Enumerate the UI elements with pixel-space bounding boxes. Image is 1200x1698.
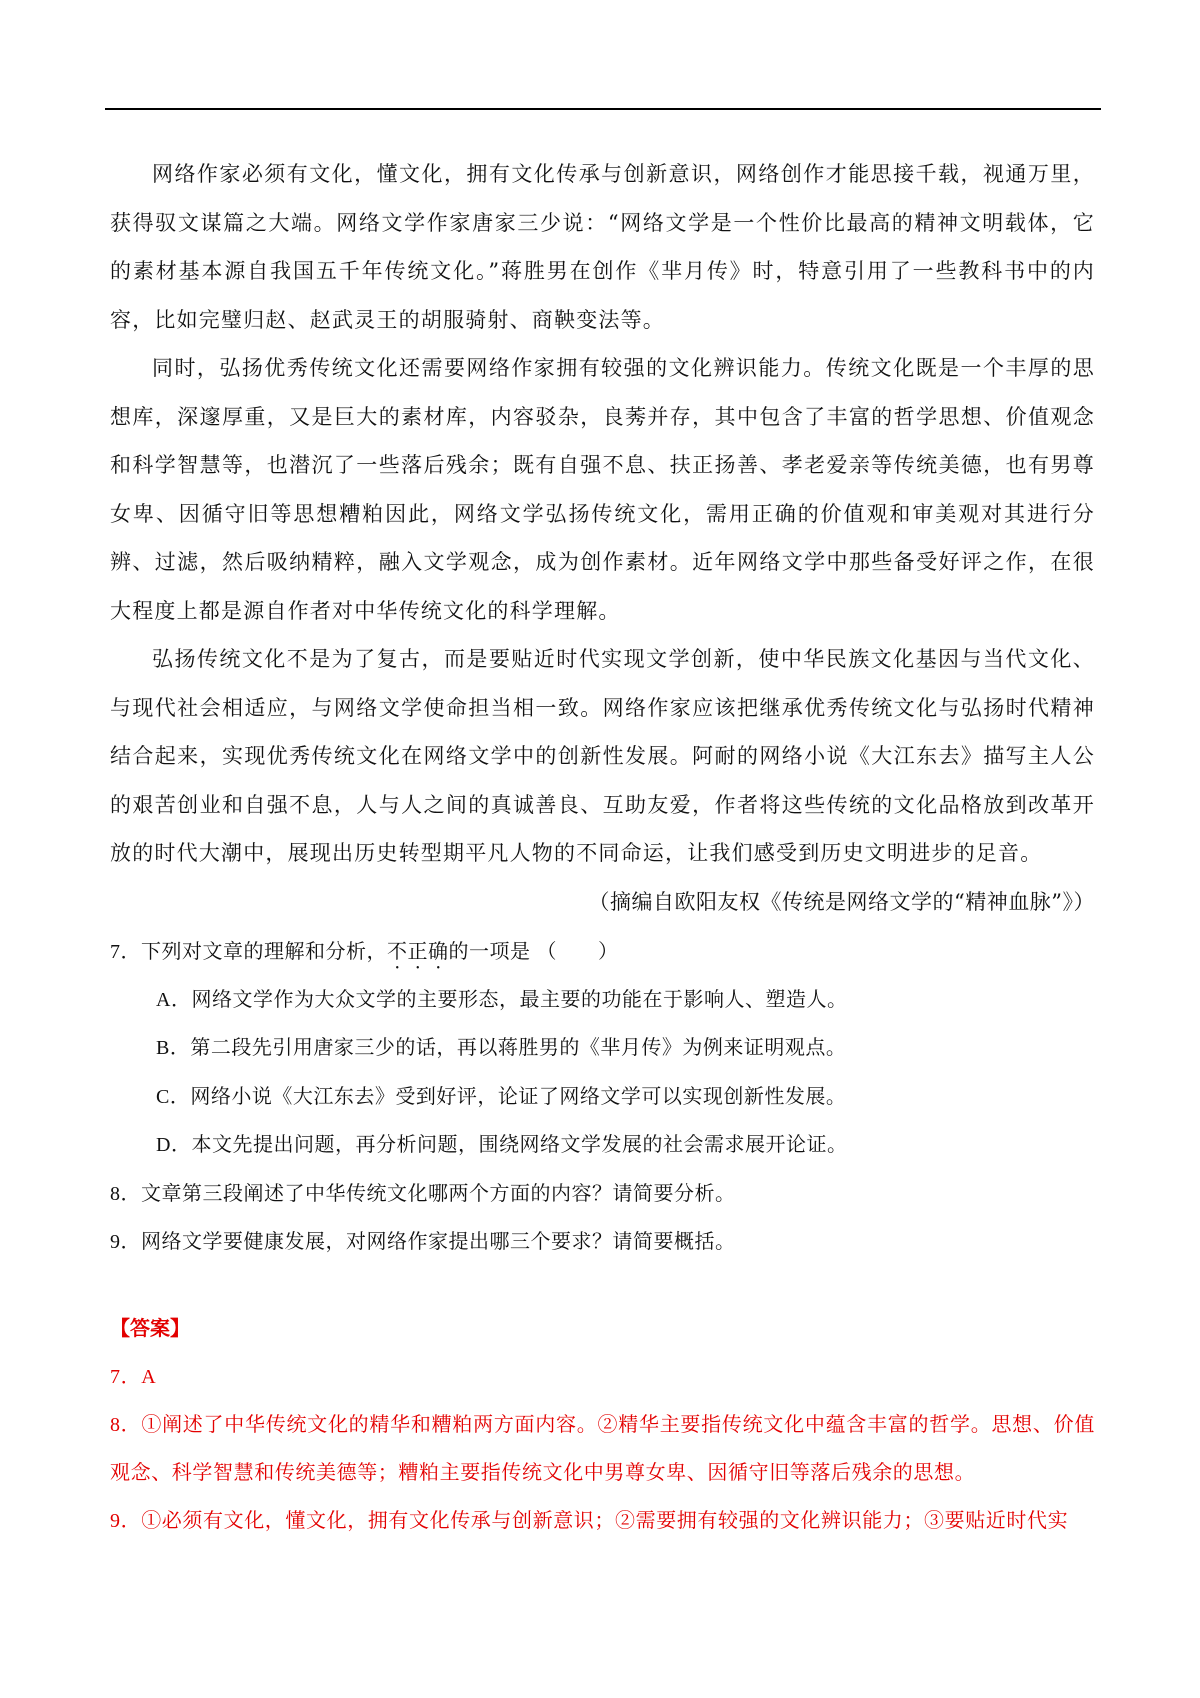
question-9-number: 9． bbox=[110, 1230, 141, 1253]
option-letter: D． bbox=[156, 1134, 192, 1156]
question-7-emphasis: 不正确 bbox=[387, 940, 449, 963]
answer-8-text: ①阐述了中华传统文化的精华和糟粕两方面内容。②精华主要指传统文化中蕴含丰富的哲学。思想、价值观念、科学智慧和传统美德等；糟粕主要指传统文化中男尊女卑、因循守旧等落后残余的思想。 bbox=[110, 1414, 1095, 1484]
passage-paragraph-3: 弘扬传统文化不是为了复古，而是要贴近时代实现文学创新，使中华民族文化基因与当代文化、与现代社会相适应，与网络文学使命担当相一致。网络作家应该把继承优秀传统文化与弘扬时代精神结合起来，实现优秀传统文化在网络文学中的创新性发展。阿耐的网络小说《大江东去》描写主人公的艰苦创业和自强不息，人与人之间的真诚善良、互助友爱，作者将这些传统的文化品格放到改革开放的时代大潮中，展现出历史转型期平凡人物的不同命运，让我们感受到历史文明进步的足音。 bbox=[110, 647, 1095, 865]
answer-9 bbox=[110, 1497, 1095, 1545]
question-7-option-a bbox=[110, 976, 1095, 1025]
question-8-text: 文章第三段阐述了中华传统文化哪两个方面的内容？请简要分析。 bbox=[141, 1182, 736, 1205]
question-8 bbox=[110, 1170, 1095, 1218]
answer-8 bbox=[110, 1401, 1095, 1497]
answer-7-text: A bbox=[141, 1366, 157, 1388]
answer-8-number: 8． bbox=[110, 1414, 142, 1436]
question-7-number: 7． bbox=[110, 940, 141, 963]
main-content bbox=[110, 150, 1095, 1266]
question-7-text-before: 下列对文章的理解和分析， bbox=[141, 940, 387, 963]
header-rule bbox=[105, 108, 1101, 110]
question-9 bbox=[110, 1218, 1095, 1266]
answer-heading: 【答案】 bbox=[110, 1318, 190, 1340]
option-text: 本文先提出问题，再分析问题，围绕网络文学发展的社会需求展开论证。 bbox=[191, 1134, 848, 1156]
question-7-answer-blank: （ ） bbox=[536, 940, 619, 963]
answer-7-number: 7． bbox=[110, 1366, 142, 1388]
question-8-number: 8． bbox=[110, 1182, 141, 1205]
passage-paragraph-2: 同时，弘扬优秀传统文化还需要网络作家拥有较强的文化辨识能力。传统文化既是一个丰厚的思想库，深邃厚重，又是巨大的素材库，内容驳杂，良莠并存，其中包含了丰富的哲学思想、价值观念和科学智慧等，也潜沉了一些落后残余；既有自强不息、扶正扬善、孝老爱亲等传统美德，也有男尊女卑、因循守旧等思想糟粕因此，网络文学弘扬传统文化，需用正确的价值观和审美观对其进行分辨、过滤，然后吸纳精粹，融入文学观念，成为创作素材。近年网络文学中那些备受好评之作，在很大程度上都是源自作者对中华传统文化的科学理解。 bbox=[110, 356, 1095, 623]
answer-9-text: ①必须有文化，懂文化，拥有文化传承与创新意识；②需要拥有较强的文化辨识能力；③要贴近时代实 bbox=[141, 1510, 1069, 1532]
answer-7 bbox=[110, 1353, 1095, 1401]
option-text: 网络小说《大江东去》受到好评，论证了网络文学可以实现创新性发展。 bbox=[190, 1085, 847, 1108]
option-letter: B． bbox=[156, 1037, 191, 1059]
option-letter: C． bbox=[156, 1085, 191, 1108]
passage bbox=[110, 150, 1095, 926]
question-7 bbox=[110, 928, 1095, 976]
question-7-text-after: 的一项是 bbox=[448, 940, 531, 963]
option-text: 网络文学作为大众文学的主要形态，最主要的功能在于影响人、塑造人。 bbox=[191, 988, 848, 1011]
question-7-option-b bbox=[110, 1024, 1095, 1073]
question-7-option-c bbox=[110, 1073, 1095, 1122]
answer-section bbox=[110, 1305, 1095, 1545]
passage-paragraph-1: 网络作家必须有文化，懂文化，拥有文化传承与创新意识，网络创作才能思接千载，视通万里，获得驭文谋篇之大端。网络文学作家唐家三少说：“网络文学是一个性价比最高的精神文明载体，它的素材基本源自我国五千年传统文化。”蒋胜男在创作《芈月传》时，特意引用了一些教科书中的内容，比如完璧归赵、赵武灵王的胡服骑射、商鞅变法等。 bbox=[110, 162, 1095, 332]
answer-9-number: 9． bbox=[110, 1510, 142, 1532]
question-7-option-d bbox=[110, 1121, 1095, 1170]
passage-source: （摘编自欧阳友权《传统是网络文学的“精神血脉”》） bbox=[588, 889, 1095, 914]
option-text: 第二段先引用唐家三少的话，再以蒋胜男的《芈月传》为例来证明观点。 bbox=[190, 1037, 847, 1059]
questions bbox=[110, 928, 1095, 1266]
question-9-text: 网络文学要健康发展，对网络作家提出哪三个要求？请简要概括。 bbox=[141, 1230, 736, 1253]
option-letter: A． bbox=[156, 988, 192, 1011]
